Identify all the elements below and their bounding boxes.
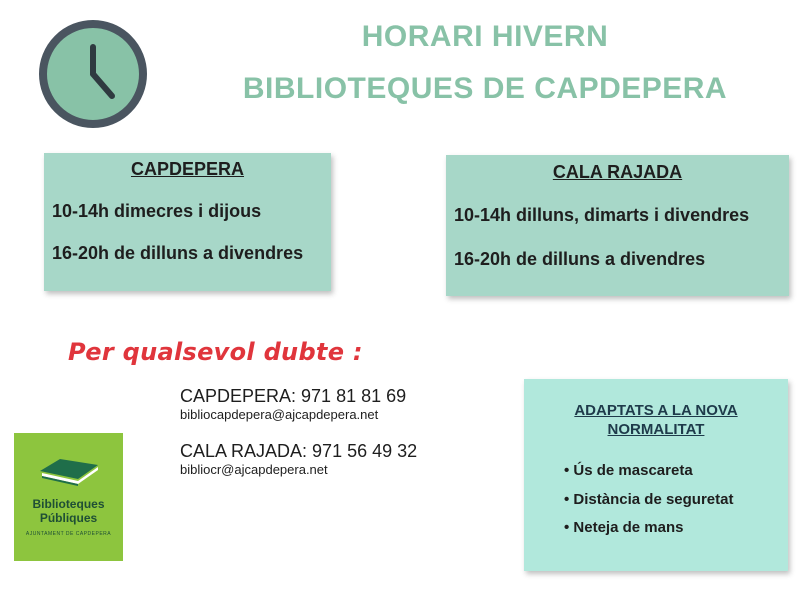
normality-item: • Ús de mascareta (564, 462, 693, 479)
normality-box (524, 379, 788, 571)
normality-item: • Distància de seguretat (564, 491, 734, 508)
schedule-box-capdepera (44, 153, 331, 291)
logo-line: Públiques (39, 511, 98, 525)
contact-phone: CALA RAJADA: 971 56 49 32 (180, 441, 418, 461)
normality-item-text: Ús de mascareta (573, 462, 693, 479)
contact-email: bibliocr@ajcapdepera.net (180, 462, 328, 477)
normality-item-text: Neteja de mans (573, 519, 684, 536)
schedule-line: 10-14h dilluns, dimarts i divendres (454, 205, 750, 225)
schedule-heading: CAPDEPERA (130, 159, 245, 179)
schedule-line: 10-14h dimecres i dijous (52, 201, 262, 221)
schedule-line: 16-20h de dilluns a divendres (52, 243, 304, 263)
normality-item: • Neteja de mans (564, 519, 684, 536)
normality-item-text: Distància de seguretat (573, 491, 734, 508)
schedule-box-cala-rajada (446, 155, 789, 296)
page-title: HORARI HIVERN (361, 20, 609, 53)
clock-icon (38, 19, 148, 129)
contact-email: bibliocapdepera@ajcapdepera.net (180, 407, 379, 422)
normality-heading-line: ADAPTATS A LA NOVA (574, 402, 738, 419)
normality-heading (524, 401, 788, 439)
logo-subtext: AJUNTAMENT DE CAPDEPERA (25, 531, 112, 537)
logo-line: Biblioteques (32, 497, 105, 511)
page-subtitle: BIBLIOTEQUES DE CAPDEPERA (242, 72, 728, 105)
normality-heading-line: NORMALITAT (607, 421, 705, 438)
libraries-logo (14, 433, 123, 561)
open-book-icon (36, 455, 102, 487)
contact-phone: CAPDEPERA: 971 81 81 69 (180, 386, 407, 406)
schedule-line: 16-20h de dilluns a divendres (454, 249, 706, 269)
schedule-heading: CALA RAJADA (552, 162, 683, 182)
contact-prompt: Per qualsevol dubte : (68, 338, 363, 366)
